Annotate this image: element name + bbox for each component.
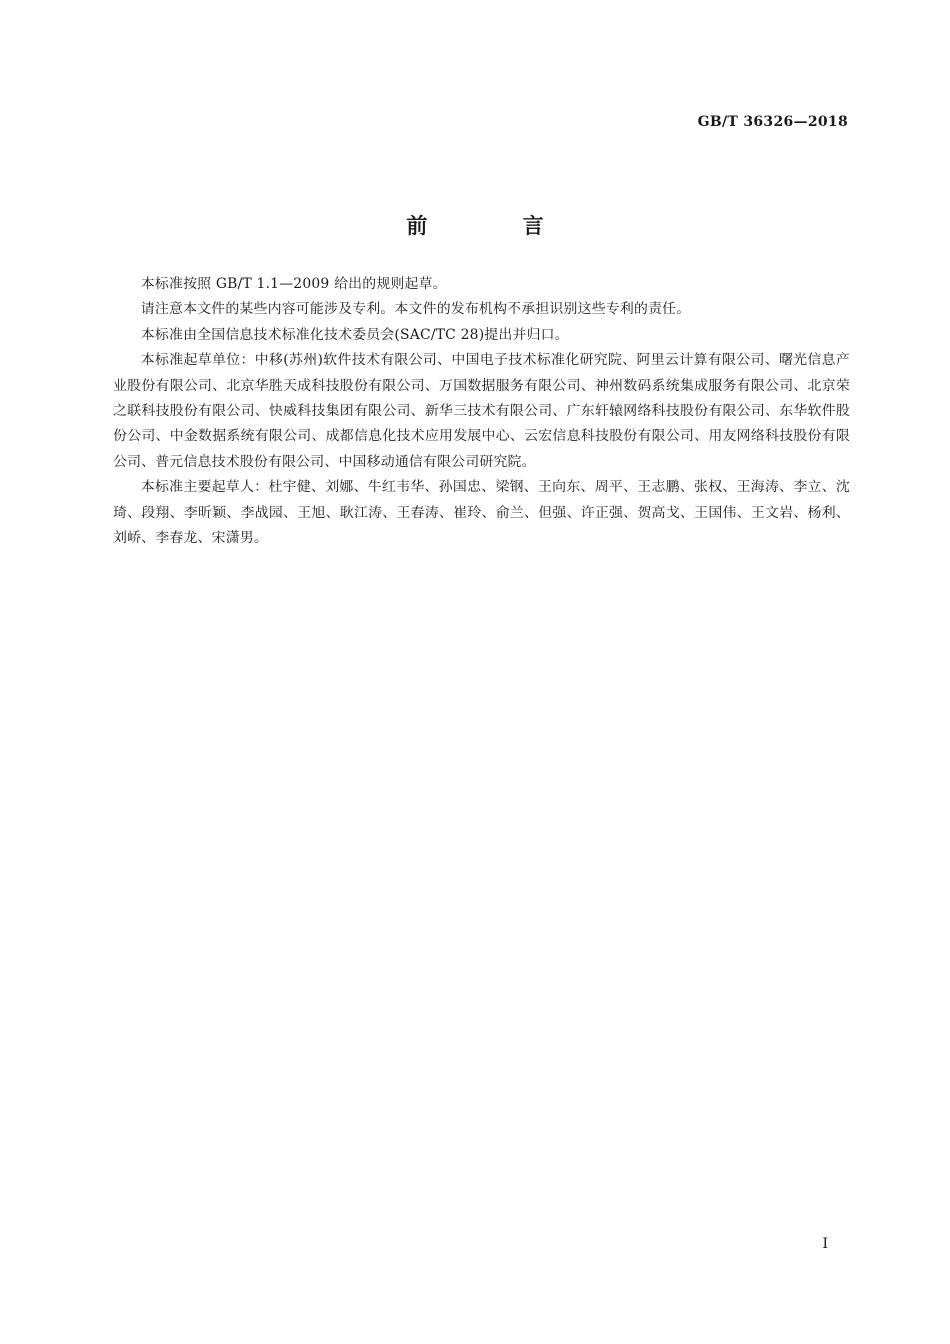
paragraph-drafting-rules: 本标准按照 GB/T 1.1—2009 给出的规则起草。 (140, 276, 447, 292)
paragraph-patent-notice: 请注意本文件的某些内容可能涉及专利。本文件的发布机构不承担识别这些专利的责任。 (140, 301, 691, 318)
foreword-body (113, 272, 850, 551)
page-number: I (822, 1236, 828, 1252)
standard-number: GB/T 36326—2018 (697, 114, 848, 130)
paragraph-main-drafters: 本标准主要起草人：杜宇健、刘娜、牛红韦华、孙国忠、梁钢、王向东、周平、王志鹏、张权、王海涛、李立、沈琦、段翔、李昕颖、李战园、王旭、耿江涛、王春涛、崔玲、俞兰、但强、许正强、贺高戈、王国伟、王文岩、杨利、刘峤、李春龙、宋潇男。 (113, 479, 850, 547)
page-title: 前 言 (406, 214, 588, 239)
paragraph-drafting-organizations: 本标准起草单位：中移(苏州)软件技术有限公司、中国电子技术标准化研究院、阿里云计算有限公司、曙光信息产业股份有限公司、北京华胜天成科技股份有限公司、万国数据服务有限公司、神州数码系统集成服务有限公司、北京荣之联科技股份有限公司、快威科技集团有限公司、新华三技术有限公司、广东轩辕网络科技股份有限公司、东华软件股份公司、中金数据系统有限公司、成都信息化技术应用发展中心、云宏信息科技股份有限公司、用友网络科技股份有限公司、普元信息技术股份有限公司、中国移动通信有限公司研究院。 (113, 352, 850, 470)
paragraph-proposed-by: 本标准由全国信息技术标准化技术委员会(SAC/TC 28)提出并归口。 (140, 326, 569, 343)
